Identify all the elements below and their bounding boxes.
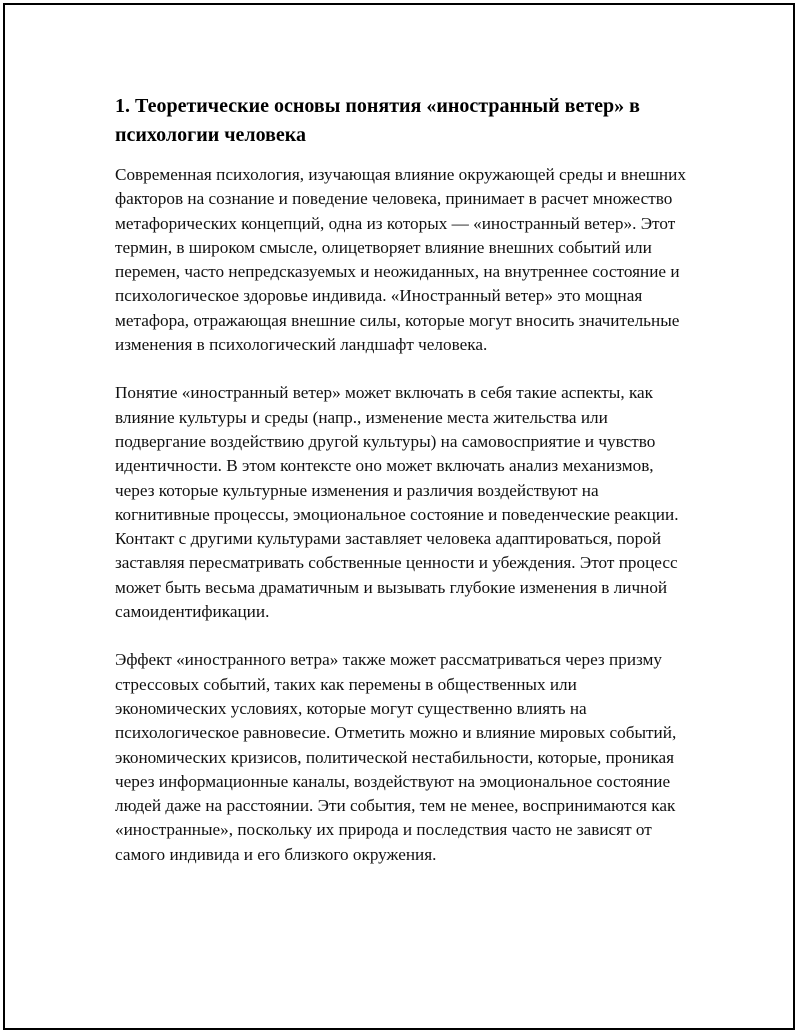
paragraph-2: Понятие «иностранный ветер» может включать в себя такие аспекты, как влияние культуры и среды (напр., изменение места жительства или подвергание воздействию другой культуры) на самовосприятие и чувство идентичности. В этом контексте оно может включать анализ механизмов, через которые культурные изменения и различия воздействуют на когнитивные процессы, эмоциональное состояние и поведенческие реакции. Контакт с другими культурами заставляет человека адаптироваться, порой заставляя пересматривать собственные ценности и убеждения. Этот процесс может быть весьма драматичным и вызывать глубокие изменения в личной самоидентификации. [115,383,679,622]
paragraph-3: Эффект «иностранного ветра» также может рассматриваться через призму стрессовых событий, таких как перемены в общественных или экономических условиях, которые могут существенно влиять на психологическое равновесие. Отметить можно и влияние мировых событий, экономических кризисов, политической нестабильности, которые, проникая через информационные каналы, воздействуют на эмоциональное состояние людей даже на расстоянии. Эти события, тем не менее, воспринимаются как «иностранные», поскольку их природа и последствия часто не зависят от самого индивида и его близкого окружения. [115,650,677,864]
document-body [115,92,690,891]
paragraph-1: Современная психология, изучающая влияние окружающей среды и внешних факторов на сознание и поведение человека, принимает в расчет множество метафорических концепций, одна из которых — «иностранный ветер». Этот термин, в широком смысле, олицетворяет влияние внешних событий или перемен, часто непредсказуемых и неожиданных, на внутреннее состояние и психологическое здоровье индивида. «Иностранный ветер» это мощная метафора, отражающая внешние силы, которые могут вносить значительные изменения в психологический ландшафт человека. [115,165,686,355]
section-heading: 1. Теоретические основы понятия «иностранный ветер» в психологии человека [115,95,640,146]
